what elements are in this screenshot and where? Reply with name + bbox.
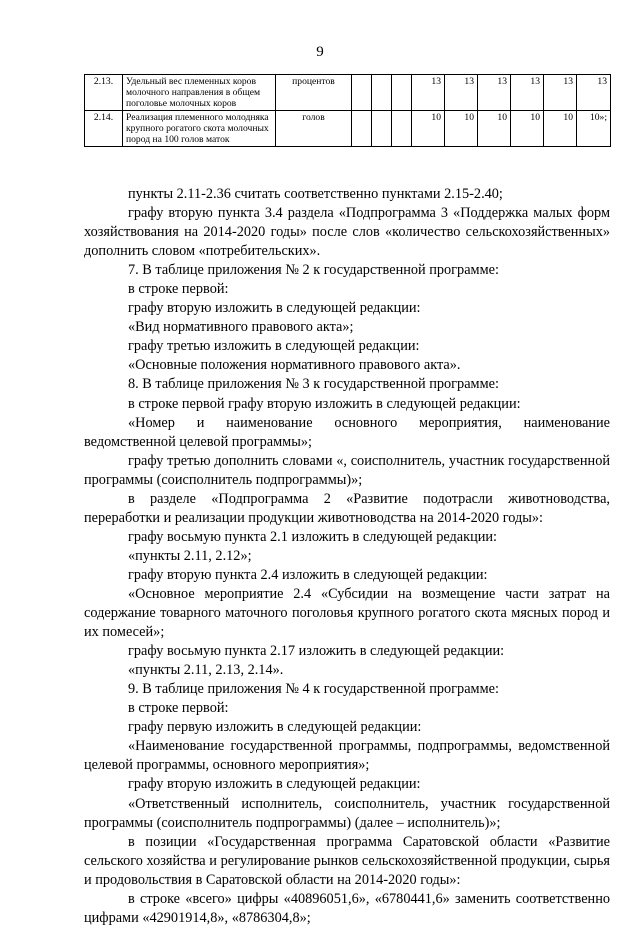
paragraph: 7. В таблице приложения № 2 к государственной программе:	[128, 262, 499, 279]
paragraph: «пункты 2.11, 2.13, 2.14».	[128, 662, 284, 679]
page-number: 9	[316, 44, 324, 60]
paragraph: «Вид нормативного правового акта»;	[128, 319, 354, 336]
value-cell: 13	[511, 75, 544, 111]
paragraph: в разделе «Подпрограмма 2 «Развитие подотрасли животноводства, переработки и реализации продукции животноводства на 2014-2020 годы»:	[84, 490, 610, 526]
paragraph: в строке первой:	[128, 281, 229, 298]
table-row	[85, 75, 611, 111]
indicator-name: Удельный вес племенных коров молочного направления в общем поголовье молочных коров	[123, 75, 276, 111]
paragraph: в строке первой:	[128, 700, 229, 717]
value-cell: 10	[478, 111, 511, 147]
paragraph: «Основное мероприятие 2.4 «Субсидии на возмещение части затрат на содержание товарного маточного поголовья крупного рогатого скота мясных пород и их помесей»;	[84, 585, 610, 641]
paragraph: «Наименование государственной программы, подпрограммы, ведомственной целевой программы, основного мероприятия»;	[84, 738, 610, 774]
empty-cell	[372, 111, 392, 147]
value-cell: 13	[412, 75, 445, 111]
paragraph: 8. В таблице приложения № 3 к государственной программе:	[128, 376, 499, 393]
body-text	[84, 185, 610, 928]
paragraph: в строке первой графу вторую изложить в следующей редакции:	[128, 395, 521, 412]
value-cell: 13	[577, 75, 611, 111]
empty-cell	[372, 75, 392, 111]
value-cell: 10	[445, 111, 478, 147]
indicator-table	[84, 74, 611, 147]
empty-cell	[392, 111, 412, 147]
paragraph: пункты 2.11-2.36 считать соответственно пунктами 2.15-2.40;	[128, 186, 503, 202]
empty-cell	[352, 111, 372, 147]
value-cell: 10»;	[577, 111, 611, 147]
unit-cell: голов	[276, 111, 352, 147]
value-cell: 13	[445, 75, 478, 111]
value-cell: 10	[511, 111, 544, 147]
empty-cell	[392, 75, 412, 111]
paragraph: графу вторую пункта 3.4 раздела «Подпрограмма 3 «Поддержка малых форм хозяйствования на 2014-2020 годы» после слов «количество сельскохозяйственных» дополнить словом «потребительских».	[84, 205, 610, 260]
value-cell: 10	[544, 111, 577, 147]
paragraph: «Основные положения нормативного правового акта».	[128, 357, 461, 374]
paragraph: графу первую изложить в следующей редакции:	[128, 719, 422, 736]
paragraph: графу вторую изложить в следующей редакции:	[128, 776, 421, 793]
paragraph: графу восьмую пункта 2.1 изложить в следующей редакции:	[128, 528, 497, 545]
paragraph: «Ответственный исполнитель, соисполнитель, участник государственной программы (соисполнитель подпрограммы) (далее – исполнитель)»;	[84, 795, 610, 831]
paragraph: графу восьмую пункта 2.17 изложить в следующей редакции:	[128, 643, 505, 660]
paragraph: в позиции «Государственная программа Саратовской области «Развитие сельского хозяйства и регулирование рынков сельскохозяйственной продукции, сырья и продовольствия в Саратовской области на 2014-2020 годы»:	[84, 833, 610, 888]
unit-cell: процентов	[276, 75, 352, 111]
paragraph: «Номер и наименование основного мероприятия, наименование ведомственной целевой программы»;	[84, 414, 610, 450]
paragraph: графу вторую изложить в следующей редакции:	[128, 300, 421, 317]
row-number: 2.14.	[85, 111, 123, 147]
paragraph: «пункты 2.11, 2.12»;	[128, 547, 252, 564]
value-cell: 13	[478, 75, 511, 111]
paragraph: 9. В таблице приложения № 4 к государственной программе:	[128, 681, 499, 698]
paragraph: графу третью изложить в следующей редакции:	[128, 338, 420, 355]
value-cell: 10	[412, 111, 445, 147]
indicator-name: Реализация племенного молодняка крупного рогатого скота молочных пород на 100 голов маток	[123, 111, 276, 147]
value-cell: 13	[544, 75, 577, 111]
paragraph: графу вторую пункта 2.4 изложить в следующей редакции:	[128, 566, 488, 583]
row-number: 2.13.	[85, 75, 123, 111]
paragraph: в строке «всего» цифры «40896051,6», «6780441,6» заменить соответственно цифрами «42901914,8», «8786304,8»;	[84, 890, 610, 926]
paragraph: графу третью дополнить словами «, соисполнитель, участник государственной программы (соисполнитель подпрограммы)»;	[84, 452, 610, 488]
table-row	[85, 111, 611, 147]
empty-cell	[352, 75, 372, 111]
